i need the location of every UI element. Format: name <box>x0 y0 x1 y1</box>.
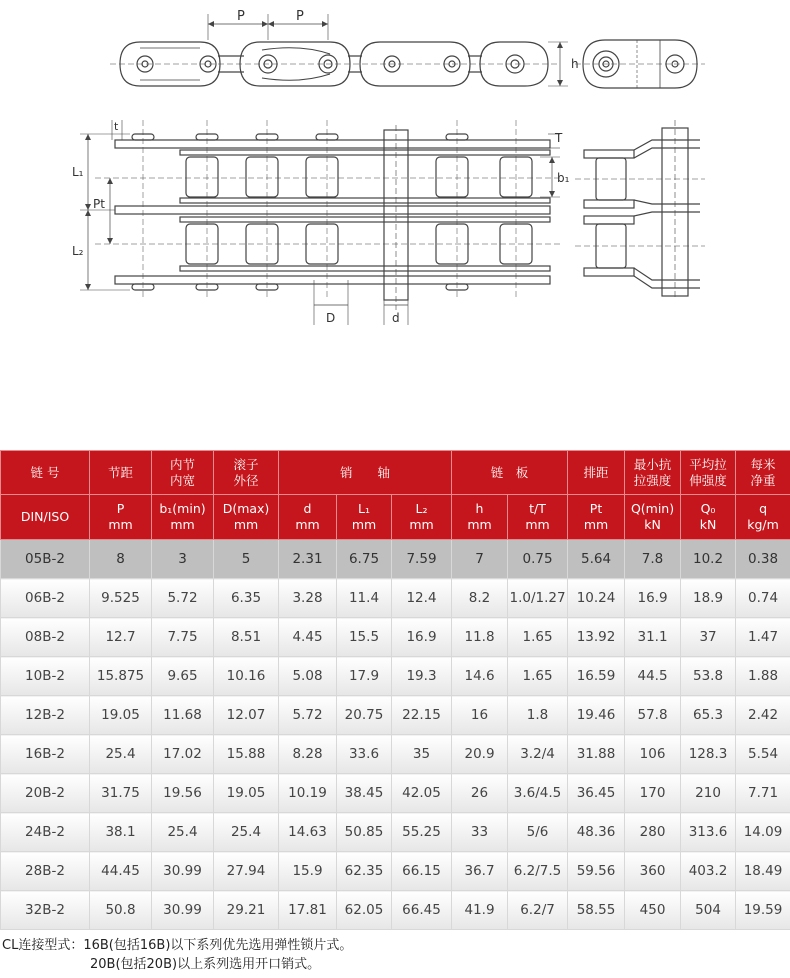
table-cell: 35 <box>392 735 452 774</box>
table-cell: 360 <box>625 852 681 891</box>
table-cell: 57.8 <box>625 696 681 735</box>
table-cell: 7 <box>452 540 508 579</box>
table-cell: 41.9 <box>452 891 508 930</box>
table-row <box>1 657 790 696</box>
table-cell: 20.75 <box>337 696 392 735</box>
table-cell: 10.2 <box>681 540 736 579</box>
table-cell: 7.71 <box>736 774 790 813</box>
unit-header-cell: L₁ mm <box>337 495 392 540</box>
chain-number-cell: 06B-2 <box>1 579 90 618</box>
header-cell: 链 号 <box>1 451 90 495</box>
table-cell: 11.4 <box>337 579 392 618</box>
table-cell: 280 <box>625 813 681 852</box>
table-cell: 62.35 <box>337 852 392 891</box>
chain-side-view <box>110 14 568 86</box>
table-cell: 0.74 <box>736 579 790 618</box>
table-cell: 5.72 <box>279 696 337 735</box>
d-label: d <box>392 311 400 325</box>
table-cell: 31.75 <box>90 774 152 813</box>
chain-number-cell: 32B-2 <box>1 891 90 930</box>
table-cell: 11.68 <box>152 696 214 735</box>
D-label: D <box>326 311 336 325</box>
table-cell: 53.8 <box>681 657 736 696</box>
chain-number-cell: 10B-2 <box>1 657 90 696</box>
table-cell: 9.525 <box>90 579 152 618</box>
table-cell: 3.28 <box>279 579 337 618</box>
table-cell: 29.21 <box>214 891 279 930</box>
table-cell: 313.6 <box>681 813 736 852</box>
table-cell: 8 <box>90 540 152 579</box>
table-cell: 33.6 <box>337 735 392 774</box>
table-cell: 1.8 <box>508 696 568 735</box>
table-cell: 50.8 <box>90 891 152 930</box>
table-cell: 25.4 <box>152 813 214 852</box>
header-cell: 销 轴 <box>279 451 452 495</box>
chain-spec-table <box>0 450 790 930</box>
table-cell: 66.45 <box>392 891 452 930</box>
table-cell: 48.36 <box>568 813 625 852</box>
table-cell: 14.09 <box>736 813 790 852</box>
unit-header-cell: h mm <box>452 495 508 540</box>
header-cell: 每米 净重 <box>736 451 790 495</box>
Pt-label: Pt <box>93 197 105 211</box>
table-cell: 55.25 <box>392 813 452 852</box>
table-cell: 66.15 <box>392 852 452 891</box>
table-cell: 5.54 <box>736 735 790 774</box>
table-cell: 19.56 <box>152 774 214 813</box>
table-cell: 5.08 <box>279 657 337 696</box>
table-cell: 14.63 <box>279 813 337 852</box>
table-cell: 17.9 <box>337 657 392 696</box>
table-cell: 59.56 <box>568 852 625 891</box>
table-cell: 26 <box>452 774 508 813</box>
notes <box>2 936 352 974</box>
table-cell: 65.3 <box>681 696 736 735</box>
table-cell: 31.1 <box>625 618 681 657</box>
table-cell: 3 <box>152 540 214 579</box>
table-cell: 38.45 <box>337 774 392 813</box>
table-cell: 18.9 <box>681 579 736 618</box>
header-cell: 最小抗 拉强度 <box>625 451 681 495</box>
table-cell: 20.9 <box>452 735 508 774</box>
table-cell: 11.8 <box>452 618 508 657</box>
table-cell: 18.49 <box>736 852 790 891</box>
table-cell: 6.2/7 <box>508 891 568 930</box>
table-cell: 6.35 <box>214 579 279 618</box>
table-cell: 19.46 <box>568 696 625 735</box>
chain-number-cell: 08B-2 <box>1 618 90 657</box>
chain-plan-view <box>80 120 560 325</box>
table-cell: 12.4 <box>392 579 452 618</box>
table-cell: 12.7 <box>90 618 152 657</box>
table-cell: 3.2/4 <box>508 735 568 774</box>
table-cell: 5.64 <box>568 540 625 579</box>
table-cell: 2.31 <box>279 540 337 579</box>
table-row <box>1 540 790 579</box>
T-label: T <box>555 131 563 145</box>
unit-header-cell: DIN/ISO <box>1 495 90 540</box>
table-cell: 14.6 <box>452 657 508 696</box>
table-cell: 19.59 <box>736 891 790 930</box>
table-cell: 44.45 <box>90 852 152 891</box>
table-row <box>1 774 790 813</box>
unit-header-cell: q kg/m <box>736 495 790 540</box>
table-row <box>1 852 790 891</box>
table-cell: 17.81 <box>279 891 337 930</box>
table-cell: 128.3 <box>681 735 736 774</box>
table-cell: 17.02 <box>152 735 214 774</box>
unit-header-cell: b₁(min) mm <box>152 495 214 540</box>
table-cell: 10.16 <box>214 657 279 696</box>
unit-header-cell: Pt mm <box>568 495 625 540</box>
pitch-label-left: P <box>237 9 245 24</box>
table-cell: 0.38 <box>736 540 790 579</box>
unit-header-cell: L₂ mm <box>392 495 452 540</box>
table-header-row-units <box>1 495 790 540</box>
b1-label: b₁ <box>557 171 570 185</box>
chain-drawing <box>0 0 790 340</box>
chain-number-cell: 05B-2 <box>1 540 90 579</box>
unit-header-cell: D(max) mm <box>214 495 279 540</box>
table-cell: 2.42 <box>736 696 790 735</box>
chain-number-cell: 12B-2 <box>1 696 90 735</box>
table-row <box>1 891 790 930</box>
table-cell: 6.2/7.5 <box>508 852 568 891</box>
table-cell: 16.59 <box>568 657 625 696</box>
table-cell: 62.05 <box>337 891 392 930</box>
note-line-2: 20B(包括20B)以上系列选用开口销式。 <box>90 957 321 972</box>
unit-header-cell: P mm <box>90 495 152 540</box>
unit-header-cell: Q₀ kN <box>681 495 736 540</box>
table-cell: 31.88 <box>568 735 625 774</box>
table-row <box>1 579 790 618</box>
table-cell: 5.72 <box>152 579 214 618</box>
pitch-label-right: P <box>296 9 304 24</box>
unit-header-cell: d mm <box>279 495 337 540</box>
table-row <box>1 696 790 735</box>
header-cell: 节距 <box>90 451 152 495</box>
table-body <box>1 540 790 930</box>
table-cell: 13.92 <box>568 618 625 657</box>
header-cell: 滚子 外径 <box>214 451 279 495</box>
table-cell: 15.9 <box>279 852 337 891</box>
table-cell: 403.2 <box>681 852 736 891</box>
table-cell: 58.55 <box>568 891 625 930</box>
table-cell: 10.24 <box>568 579 625 618</box>
table-cell: 1.47 <box>736 618 790 657</box>
chain-end-view-bottom <box>575 120 705 300</box>
table-cell: 210 <box>681 774 736 813</box>
t-label: t <box>114 120 119 133</box>
table-cell: 8.28 <box>279 735 337 774</box>
table-cell: 0.75 <box>508 540 568 579</box>
table-cell: 1.88 <box>736 657 790 696</box>
chain-number-cell: 20B-2 <box>1 774 90 813</box>
table-cell: 15.5 <box>337 618 392 657</box>
table-row <box>1 618 790 657</box>
note-line-1: CL连接型式：16B(包括16B)以下系列优先选用弹性锁片式。 <box>2 938 353 953</box>
table-cell: 33 <box>452 813 508 852</box>
table-cell: 15.88 <box>214 735 279 774</box>
table-cell: 450 <box>625 891 681 930</box>
table-cell: 16.9 <box>392 618 452 657</box>
header-cell: 内节 内宽 <box>152 451 214 495</box>
table-cell: 1.65 <box>508 657 568 696</box>
table-cell: 8.2 <box>452 579 508 618</box>
table-header-row-names <box>1 451 790 495</box>
h-label: h <box>571 57 579 71</box>
table-cell: 1.0/1.27 <box>508 579 568 618</box>
chain-end-view-top <box>575 40 705 88</box>
table-cell: 19.05 <box>90 696 152 735</box>
header-cell: 排距 <box>568 451 625 495</box>
table-cell: 37 <box>681 618 736 657</box>
table-cell: 9.65 <box>152 657 214 696</box>
table-cell: 36.7 <box>452 852 508 891</box>
L1-label: L₁ <box>72 165 84 179</box>
table-cell: 8.51 <box>214 618 279 657</box>
chain-number-cell: 28B-2 <box>1 852 90 891</box>
table-cell: 5 <box>214 540 279 579</box>
chain-number-cell: 24B-2 <box>1 813 90 852</box>
table-cell: 7.8 <box>625 540 681 579</box>
table-cell: 12.07 <box>214 696 279 735</box>
table-cell: 19.05 <box>214 774 279 813</box>
table-row <box>1 813 790 852</box>
table-cell: 50.85 <box>337 813 392 852</box>
table-cell: 30.99 <box>152 852 214 891</box>
table-row <box>1 735 790 774</box>
table-cell: 170 <box>625 774 681 813</box>
table-cell: 504 <box>681 891 736 930</box>
table-cell: 6.75 <box>337 540 392 579</box>
header-cell: 平均拉 伸强度 <box>681 451 736 495</box>
table-cell: 15.875 <box>90 657 152 696</box>
chain-technical-drawing <box>0 0 790 340</box>
table-cell: 25.4 <box>90 735 152 774</box>
table-cell: 5/6 <box>508 813 568 852</box>
table-cell: 1.65 <box>508 618 568 657</box>
header-cell: 链 板 <box>452 451 568 495</box>
table-cell: 44.5 <box>625 657 681 696</box>
table-cell: 16 <box>452 696 508 735</box>
unit-header-cell: t/T mm <box>508 495 568 540</box>
table-cell: 3.6/4.5 <box>508 774 568 813</box>
table-cell: 30.99 <box>152 891 214 930</box>
table-cell: 27.94 <box>214 852 279 891</box>
L2-label: L₂ <box>72 244 84 258</box>
table-cell: 38.1 <box>90 813 152 852</box>
table-cell: 42.05 <box>392 774 452 813</box>
table-cell: 7.75 <box>152 618 214 657</box>
table-cell: 22.15 <box>392 696 452 735</box>
table-cell: 25.4 <box>214 813 279 852</box>
table-cell: 4.45 <box>279 618 337 657</box>
table-cell: 19.3 <box>392 657 452 696</box>
table-cell: 10.19 <box>279 774 337 813</box>
unit-header-cell: Q(min) kN <box>625 495 681 540</box>
table-cell: 36.45 <box>568 774 625 813</box>
chain-number-cell: 16B-2 <box>1 735 90 774</box>
table-cell: 106 <box>625 735 681 774</box>
table-cell: 16.9 <box>625 579 681 618</box>
table-cell: 7.59 <box>392 540 452 579</box>
